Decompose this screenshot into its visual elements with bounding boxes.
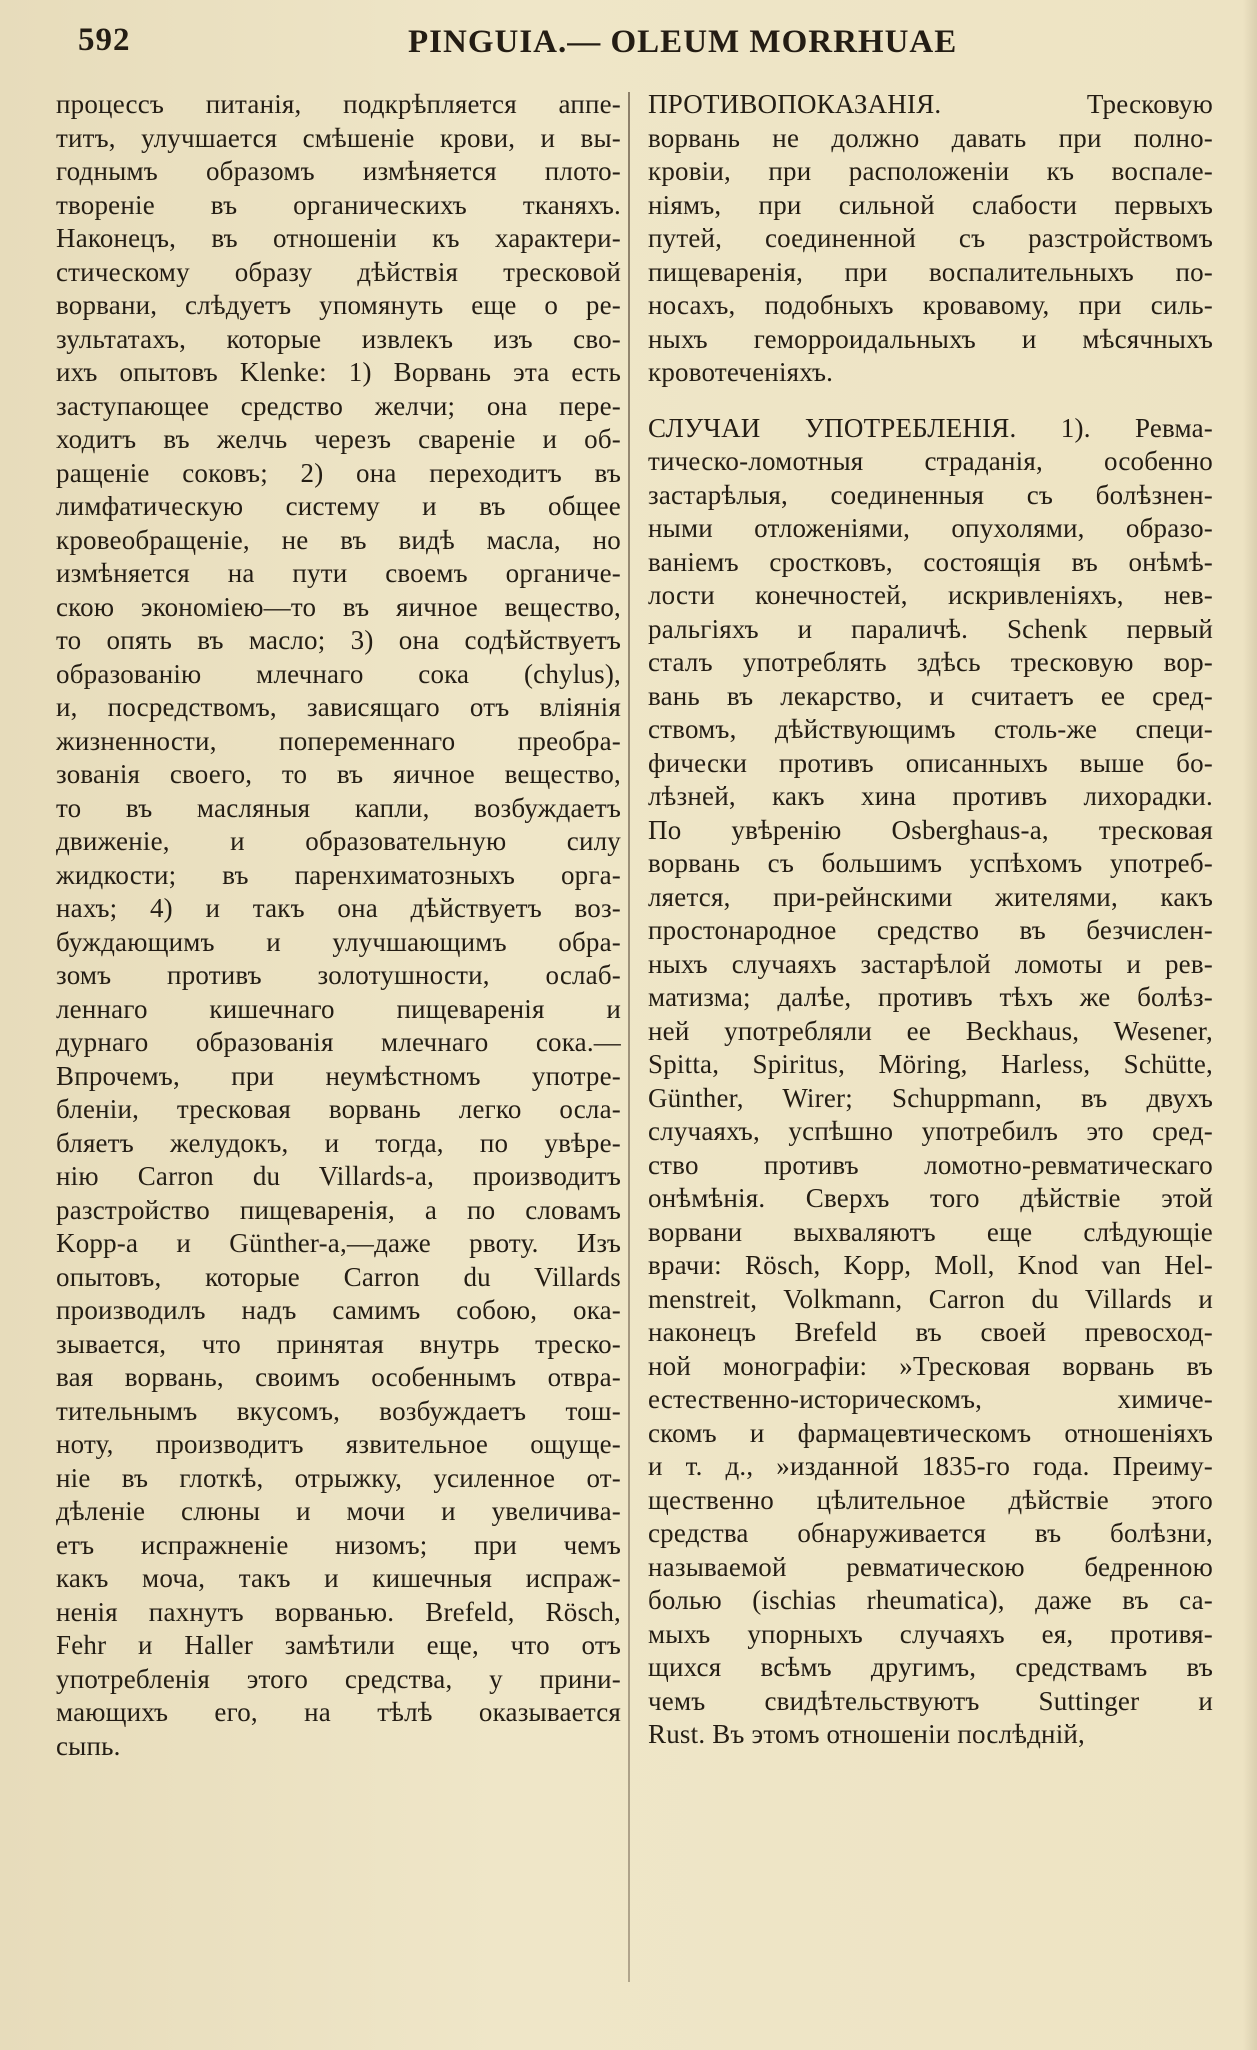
text-line: твореніе въ органическихъ тканяхъ. [56,189,621,220]
text-line: щественно цѣлительное дѣйствіе этого [648,1484,1213,1515]
text-line: стическому образу дѣйствія тресковой [56,256,621,287]
text-line: щихся всѣмъ другимъ, средствамъ въ [648,1652,1213,1682]
text-line: и т. д., »изданной 1835-го года. Преиму- [648,1451,1213,1481]
running-title: PINGUIA.— OLEUM MORRHUAE [408,24,958,60]
text-line: Впрочемъ, при неумѣстномъ употре- [56,1060,621,1091]
text-line: Günther, Wirer; Schuppmann, въ двухъ [648,1082,1213,1113]
text-line: годнымъ образомъ измѣняется плото- [56,156,621,186]
text-line: Spitta, Spiritus, Möring, Harless, Schütte, [648,1049,1213,1079]
text-line: леннаго кишечнаго пищеваренія и [56,993,621,1024]
text-line: зывается, что принятая внутрь треско- [56,1328,621,1359]
text-line: ніямъ, при сильной слабости первыхъ [648,189,1213,220]
text-line: нію Carron du Villards-а, производитъ [56,1161,621,1191]
text-line: ворвани выхваляютъ еще слѣдующіе [648,1216,1213,1247]
text-line: буждающимъ и улучшающимъ обра- [56,926,621,957]
text-line: носахъ, подобныхъ кровавому, при силь- [648,290,1213,320]
text-line: жизненности, попеременнаго преобра- [56,725,621,756]
text-line: тическо-ломотныя страданія, особенно [648,446,1213,476]
text-line: какъ моча, такъ и кишечныя испраж- [56,1563,621,1593]
text-line: наконецъ Brefeld въ своей превосход- [648,1317,1213,1347]
text-line: ноту, производитъ язвительное ощуще- [56,1429,621,1459]
text-line: ПРОТИВОПОКАЗАНІЯ. Тресковую [648,89,1213,119]
text-line: вань въ лекарство, и считаетъ ее сред- [648,680,1213,711]
text-line: кровотеченіяхъ. [648,357,834,387]
text-line: вая ворвань, своимъ особеннымъ отвра- [56,1362,621,1392]
text-line: фически противъ описанныхъ выше бо- [648,747,1213,778]
text-line: измѣняется на пути своемъ органиче- [56,558,621,588]
text-line: ными отложеніями, опухолями, образо- [648,513,1213,543]
page-number: 592 [78,22,131,58]
text-line: врачи: Rösch, Kopp, Moll, Knod van Hel- [648,1250,1213,1280]
text-line: движеніе, и образовательную силу [56,826,621,856]
indications-section [648,412,1213,1752]
text-line: ворвань не должно давать при полно- [648,122,1213,153]
text-line: По увѣренію Osberghaus-а, тресковая [648,814,1213,845]
text-line: скомъ и фармацевтическомъ отношеніяхъ [648,1417,1213,1448]
text-line: скою экономіею—то въ яичное вещество, [56,591,621,622]
text-line: и, посредствомъ, зависящаго отъ вліянія [56,692,621,722]
text-line: путей, соединенной съ разстройствомъ [648,223,1213,253]
text-line: мыхъ упорныхъ случаяхъ ея, противя- [648,1618,1213,1649]
text-line: бленіи, тресковая ворвань легко осла- [56,1094,621,1124]
text-line: лимфатическую систему и въ общее [56,491,621,521]
section-gap [648,390,1213,412]
text-line: естественно-историческомъ, химиче- [648,1384,1213,1414]
text-line: ходитъ въ желчь черезъ свареніе и об- [56,424,621,454]
page-edge-shadow [1243,0,1257,2050]
text-line: ненія пахнутъ ворванью. Brefeld, Rösch, [56,1596,621,1627]
contraindications-section [648,88,1213,390]
text-line: зованія своего, то въ яичное вещество, [56,759,621,789]
text-line: дѣленіе слюны и мочи и увеличива- [56,1496,621,1526]
text-line: называемой ревматическою бедренною [648,1551,1213,1582]
text-line: Fehr и Haller замѣтили еще, что отъ [56,1630,621,1660]
text-line: дурнаго образованія млечнаго сока.— [56,1027,621,1057]
column-divider [628,92,630,1982]
text-line: кровеобращеніе, не въ видѣ масла, но [56,524,621,555]
text-line: средства обнаруживается въ болѣзни, [648,1518,1213,1548]
text-line: зомъ противъ золотушности, ослаб- [56,960,621,990]
text-line: ствомъ, дѣйствующимъ столь-же специ- [648,714,1213,744]
page-header [78,18,958,78]
text-line: Kopp-а и Günther-а,—даже рвоту. Изъ [56,1228,621,1258]
text-line: застарѣлыя, соединенныя съ болѣзнен- [648,479,1213,510]
text-line: болью (ischias rheumatica), даже въ са- [648,1585,1213,1615]
text-line: разстройство пищеваренія, а по словамъ [56,1194,621,1225]
text-line: ныхъ случаяхъ застарѣлой ломоты и рев- [648,948,1213,979]
text-line: ство противъ ломотно-ревматическаго [648,1149,1213,1180]
text-line: тительнымъ вкусомъ, возбуждаетъ тош- [56,1395,621,1426]
text-line: лѣзней, какъ хина противъ лихорадки. [648,781,1213,811]
text-line: ней употребляли ее Beckhaus, Wesener, [648,1015,1213,1046]
text-line: ворвань съ большимъ успѣхомъ употреб- [648,848,1213,878]
text-line: зультатахъ, которые извлекъ изъ сво- [56,323,621,354]
text-line: ихъ опытовъ Klenke: 1) Ворвань эта есть [56,357,621,387]
text-line: чемъ свидѣтельствуютъ Suttinger и [648,1685,1213,1716]
text-line: простонародное средство въ безчислен- [648,915,1213,945]
text-line: образованію млечнаго сока (chylus), [56,658,621,689]
text-line: бляетъ желудокъ, и тогда, по увѣре- [56,1127,621,1158]
text-line: сталъ употреблять здѣсь тресковую вор- [648,647,1213,677]
text-line: употребленія этого средства, у прини- [56,1663,621,1694]
text-line: СЛУЧАИ УПОТРЕБЛЕНІЯ. 1). Ревма- [648,412,1213,443]
text-line: то опять въ масло; 3) она содѣйствуетъ [56,625,621,655]
text-line: мающихъ его, на тѣлѣ оказывается [56,1697,621,1727]
left-column [56,88,621,1763]
text-line: онѣмѣнія. Сверхъ того дѣйствіе этой [648,1183,1213,1213]
text-line: ворвани, слѣдуетъ упомянуть еще о ре- [56,290,621,320]
text-line: ніе въ глоткѣ, отрыжку, усиленное от- [56,1462,621,1493]
text-line: лости конечностей, искривленіяхъ, нев- [648,580,1213,610]
text-line: ныхъ геморроидальныхъ и мѣсячныхъ [648,323,1213,354]
text-line: нахъ; 4) и такъ она дѣйствуетъ воз- [56,893,621,923]
text-line: сыпь. [56,1730,121,1761]
text-line: Rust. Въ этомъ отношеніи послѣдній, [648,1719,1085,1749]
text-line: матизма; далѣе, противъ тѣхъ же болѣз- [648,982,1213,1012]
text-line: menstreit, Volkmann, Carron du Villards и [648,1283,1213,1314]
text-line: ляется, при-рейнскими жителями, какъ [648,881,1213,912]
text-line: ращеніе соковъ; 2) она переходитъ въ [56,457,621,488]
text-line: то въ масляныя капли, возбуждаетъ [56,792,621,823]
text-line: ральгіяхъ и параличѣ. Schenk первый [648,613,1213,644]
text-line: титъ, улучшается смѣшеніе крови, и вы- [56,122,621,153]
text-line: процессъ питанія, подкрѣпляется аппе- [56,89,621,119]
text-line: производилъ надъ самимъ собою, ока- [56,1295,621,1325]
text-line: Наконецъ, въ отношеніи къ характери- [56,223,621,253]
text-line: пищеваренія, при воспалительныхъ по- [648,256,1213,287]
text-line: етъ испражненіе низомъ; при чемъ [56,1529,621,1560]
right-column [648,88,1213,1752]
text-line: случаяхъ, успѣшно употребилъ это сред- [648,1116,1213,1146]
text-line: ной монографіи: »Тресковая ворвань въ [648,1350,1213,1381]
text-line: жидкости; въ паренхиматозныхъ орга- [56,859,621,890]
text-line: кровіи, при расположеніи къ воспале- [648,156,1213,186]
text-line: заступающее средство желчи; она пере- [56,390,621,421]
text-line: опытовъ, которые Carron du Villards [56,1261,621,1292]
text-line: ваніемъ сростковъ, состоящія въ онѣмѣ- [648,546,1213,577]
